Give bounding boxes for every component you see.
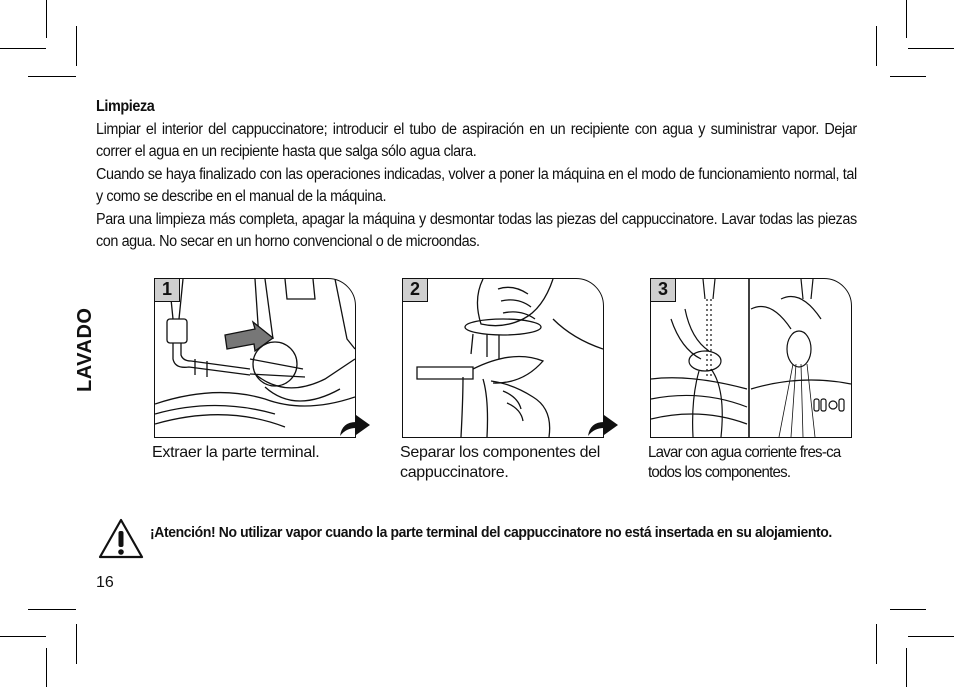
wash-components-illustration [651, 279, 851, 437]
section-heading: Limpieza [96, 98, 155, 115]
paragraph: Para una limpieza más completa, apagar la máquina y desmontar todas las piezas del cappuccinatore. Lavar todas las piezas con agua. No secar en un horno convencional o de microondas. [96, 210, 857, 250]
next-arrow-icon [338, 412, 372, 438]
paragraph: Cuando se haya finalizado con las operaciones indicadas, volver a poner la máquina en el modo de funcionamiento normal, tal y como se describe en el manual de la máquina. [96, 165, 857, 205]
step-number-badge: 1 [154, 278, 180, 302]
remove-terminal-illustration [155, 279, 355, 437]
crop-mark [46, 648, 47, 687]
step-panel-2 [402, 278, 604, 438]
crop-mark [890, 76, 926, 77]
step-panel-1 [154, 278, 356, 438]
step-caption: Lavar con agua corriente fres-ca todos los componentes. [648, 444, 841, 481]
crop-mark [876, 624, 877, 664]
step-panel-3 [650, 278, 852, 438]
separate-components-illustration [403, 279, 603, 437]
crop-mark [28, 609, 76, 610]
crop-mark [906, 0, 907, 38]
step-number-badge: 2 [402, 278, 428, 302]
crop-mark [906, 648, 907, 687]
step-caption: Extraer la parte terminal. [152, 444, 320, 461]
step-caption: Separar los componentes del cappuccinatore. [400, 444, 601, 481]
crop-mark [46, 0, 47, 38]
crop-mark [0, 48, 46, 49]
next-arrow-icon [586, 412, 620, 438]
paragraph: Limpiar el interior del cappuccinatore; introducir el tubo de aspiración en un recipiente con agua y suministrar vapor. Dejar correr el agua en un recipiente hasta que salga sólo agua clara. [96, 120, 857, 160]
crop-mark [76, 624, 77, 664]
crop-mark [908, 48, 954, 49]
warning-triangle-icon [98, 517, 144, 559]
cleaning-section [96, 96, 857, 254]
crop-mark [890, 609, 926, 610]
step-number-badge: 3 [650, 278, 676, 302]
crop-mark [28, 76, 76, 77]
crop-mark [76, 26, 77, 66]
crop-mark [908, 636, 954, 637]
crop-mark [0, 636, 46, 637]
page-number: 16 [96, 574, 114, 591]
warning-text: ¡Atención! No utilizar vapor cuando la parte terminal del cappuccinatore no está insertada en su alojamiento. [150, 524, 832, 541]
side-label: LAVADO [74, 307, 96, 392]
crop-mark [876, 26, 877, 66]
